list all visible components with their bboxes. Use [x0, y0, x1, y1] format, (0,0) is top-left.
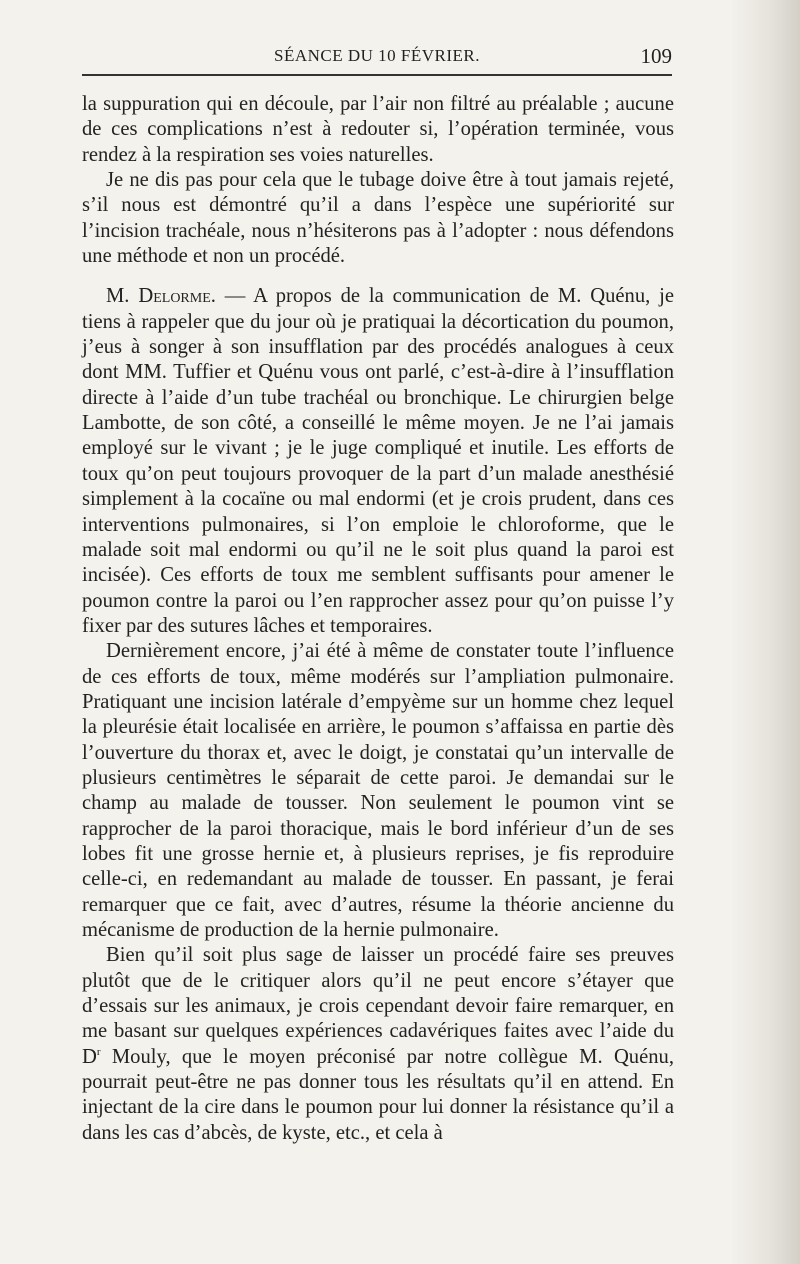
header-rule: [82, 74, 672, 76]
page-header: [82, 42, 672, 82]
running-head: SÉANCE DU 10 FÉVRIER.: [273, 46, 480, 65]
paragraph-text: A propos de la communication de M. Quénu, je tiens à rappeler que du jour où je pratiquai la décortication du poumon, j’eus à songer à son insufflation par des procédés analogues à ceux dont MM. Tuffier et Quénu vous ont parlé, c’est-à-dire à l’insufflation directe à l’aide d’un tube trachéal ou bronchique. Le chirurgien belge Lambotte, de son côté, a conseillé le même moyen. Je ne l’ai jamais employé sur le vivant ; je le juge compliqué et inutile. Les efforts de toux qu’on peut toujours provoquer de la part d’un malade anesthésié simplement à la cocaïne ou mal endormi (et je crois prudent, dans ces interventions pulmonaires, si l’on emploie le chloroforme, que le malade soit mal endormi ou qu’il ne le soit plus quand la paroi est incisée). Ces efforts de toux me semblent suffisants pour amener le poumon contre la paroi ou l’en rapprocher assez pour qu’on puisse l’y fixer par des sutures lâches et temporaires.: [82, 285, 675, 637]
body-text: [82, 92, 674, 1146]
paragraph-delorme-3: [82, 943, 674, 1146]
paragraph-delorme-2: Dernièrement encore, j’ai été à même de constater toute l’influence de ces efforts de toux, même modérés sur l’ampliation pulmonaire. Pratiquant une incision latérale d’empyème sur un homme chez lequel la pleurésie était localisée en arrière, le poumon s’affaissa en partie dès l’ouverture du thorax et, avec le doigt, je constatai qu’un intervalle de plusieurs centimètres le séparait de cette paroi. Je demandai sur le champ au malade de tousser. Non seulement le poumon vint se rapprocher de la paroi thoracique, mais le bord inférieur d’un de ses lobes fit une grosse hernie et, à plusieurs reprises, je fis reproduire celle-ci, en redemandant au malade de tousser. En passant, je ferai remarquer que ce fait, avec d’autres, résume la théorie ancienne du mécanisme de production de la hernie pulmonaire.: [82, 640, 674, 941]
speaker-name: Delorme: [138, 285, 211, 308]
paragraph-text: Bien qu’il soit plus sage de laisser un procédé faire ses preuves plutôt que de le critiquer alors qu’il ne peut encore s’étayer que d’essais sur les animaux, je crois cependant devoir faire remarquer, en me basant sur quelques expériences cadavériques faites avec l’aide du D: [82, 944, 674, 1068]
paragraph-tubage: Je ne dis pas pour cela que le tubage doive être à tout jamais rejeté, s’il nous est démontré qu’il a dans l’espèce une supériorité sur l’incision trachéale, nous n’hésiterons pas à l’adopter : nous défendons une méthode et non un procédé.: [82, 169, 674, 268]
paragraph-delorme-1: [82, 284, 674, 639]
page-number: 109: [640, 44, 672, 68]
speaker-prefix: M.: [106, 285, 130, 308]
page-edge-shadow: [730, 0, 800, 1264]
paragraph-continuation: la suppuration qui en découle, par l’air non filtré au préalable ; aucune de ces complications n’est à redouter si, l’opération terminée, vous rendez à la respiration ses voies naturelles.: [82, 93, 674, 166]
superscript: r: [96, 1045, 101, 1058]
paragraph-text: Mouly, que le moyen préconisé par notre collègue M. Quénu, pourrait peut-être ne pas donner tous les résultats qu’il en attend. En injectant de la cire dans le poumon pour lui donner la résistance qu’il a dans les cas d’abcès, de kyste, etc., et cela à: [82, 1045, 674, 1144]
speaker-separator: . —: [210, 285, 254, 308]
